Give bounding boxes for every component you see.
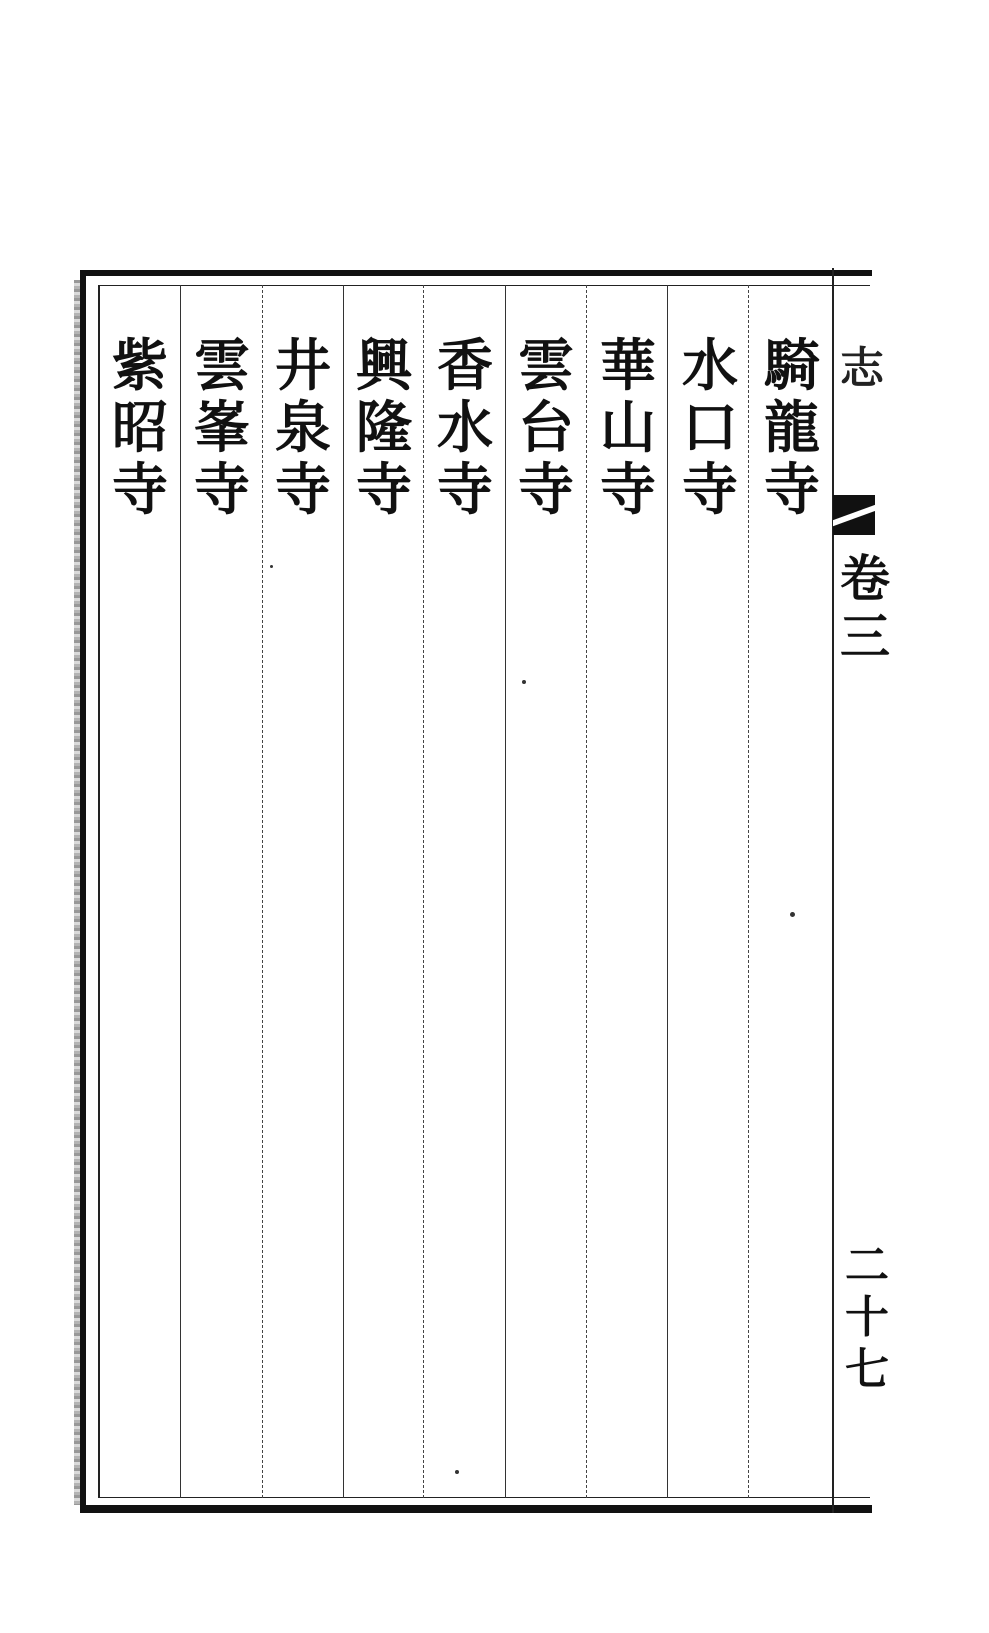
page-number-char: 十 <box>845 1292 889 1343</box>
column-char: 騎 <box>764 333 820 399</box>
column-char: 寺 <box>437 457 493 523</box>
fishtail-mark <box>833 495 875 535</box>
column-char: 興 <box>356 333 412 399</box>
column-char: 寺 <box>764 457 820 523</box>
column-char: 昭 <box>112 395 168 461</box>
column-char: 寺 <box>518 457 574 523</box>
text-column <box>752 335 832 521</box>
column-char: 口 <box>682 395 738 461</box>
page-number-char: 七 <box>845 1344 889 1395</box>
column-char: 水 <box>682 333 738 399</box>
column-char: 寺 <box>194 457 250 523</box>
column-char: 香 <box>437 333 493 399</box>
ink-speck <box>270 565 273 568</box>
column-rule <box>180 285 181 1498</box>
column-char: 寺 <box>112 457 168 523</box>
column-char: 寺 <box>275 457 331 523</box>
column-char: 井 <box>275 333 331 399</box>
column-rule <box>586 285 587 1498</box>
text-column <box>425 335 505 521</box>
column-char: 峯 <box>194 395 250 461</box>
fold-title-fragment: 志 <box>840 343 884 394</box>
ink-speck <box>522 680 526 684</box>
column-char: 雲 <box>194 333 250 399</box>
volume-char: 三 <box>840 607 890 666</box>
column-char: 雲 <box>518 333 574 399</box>
text-column <box>588 335 668 521</box>
column-char: 隆 <box>356 395 412 461</box>
fold-volume-label <box>840 549 890 666</box>
column-char: 華 <box>600 333 656 399</box>
column-char: 泉 <box>275 395 331 461</box>
column-char: 寺 <box>356 457 412 523</box>
column-char: 台 <box>518 395 574 461</box>
ink-speck <box>455 1470 459 1474</box>
ink-speck <box>790 912 795 917</box>
column-char: 寺 <box>682 457 738 523</box>
fold-page-number <box>845 1240 889 1396</box>
column-char: 龍 <box>764 395 820 461</box>
text-column <box>344 335 424 521</box>
column-char: 山 <box>600 395 656 461</box>
text-column <box>182 335 262 521</box>
text-column <box>670 335 750 521</box>
page-number-char: 二 <box>845 1240 889 1291</box>
column-char: 紫 <box>112 333 168 399</box>
text-column <box>263 335 343 521</box>
volume-char: 卷 <box>840 549 890 608</box>
text-column <box>100 335 180 521</box>
column-char: 寺 <box>600 457 656 523</box>
text-column <box>506 335 586 521</box>
column-char: 水 <box>437 395 493 461</box>
